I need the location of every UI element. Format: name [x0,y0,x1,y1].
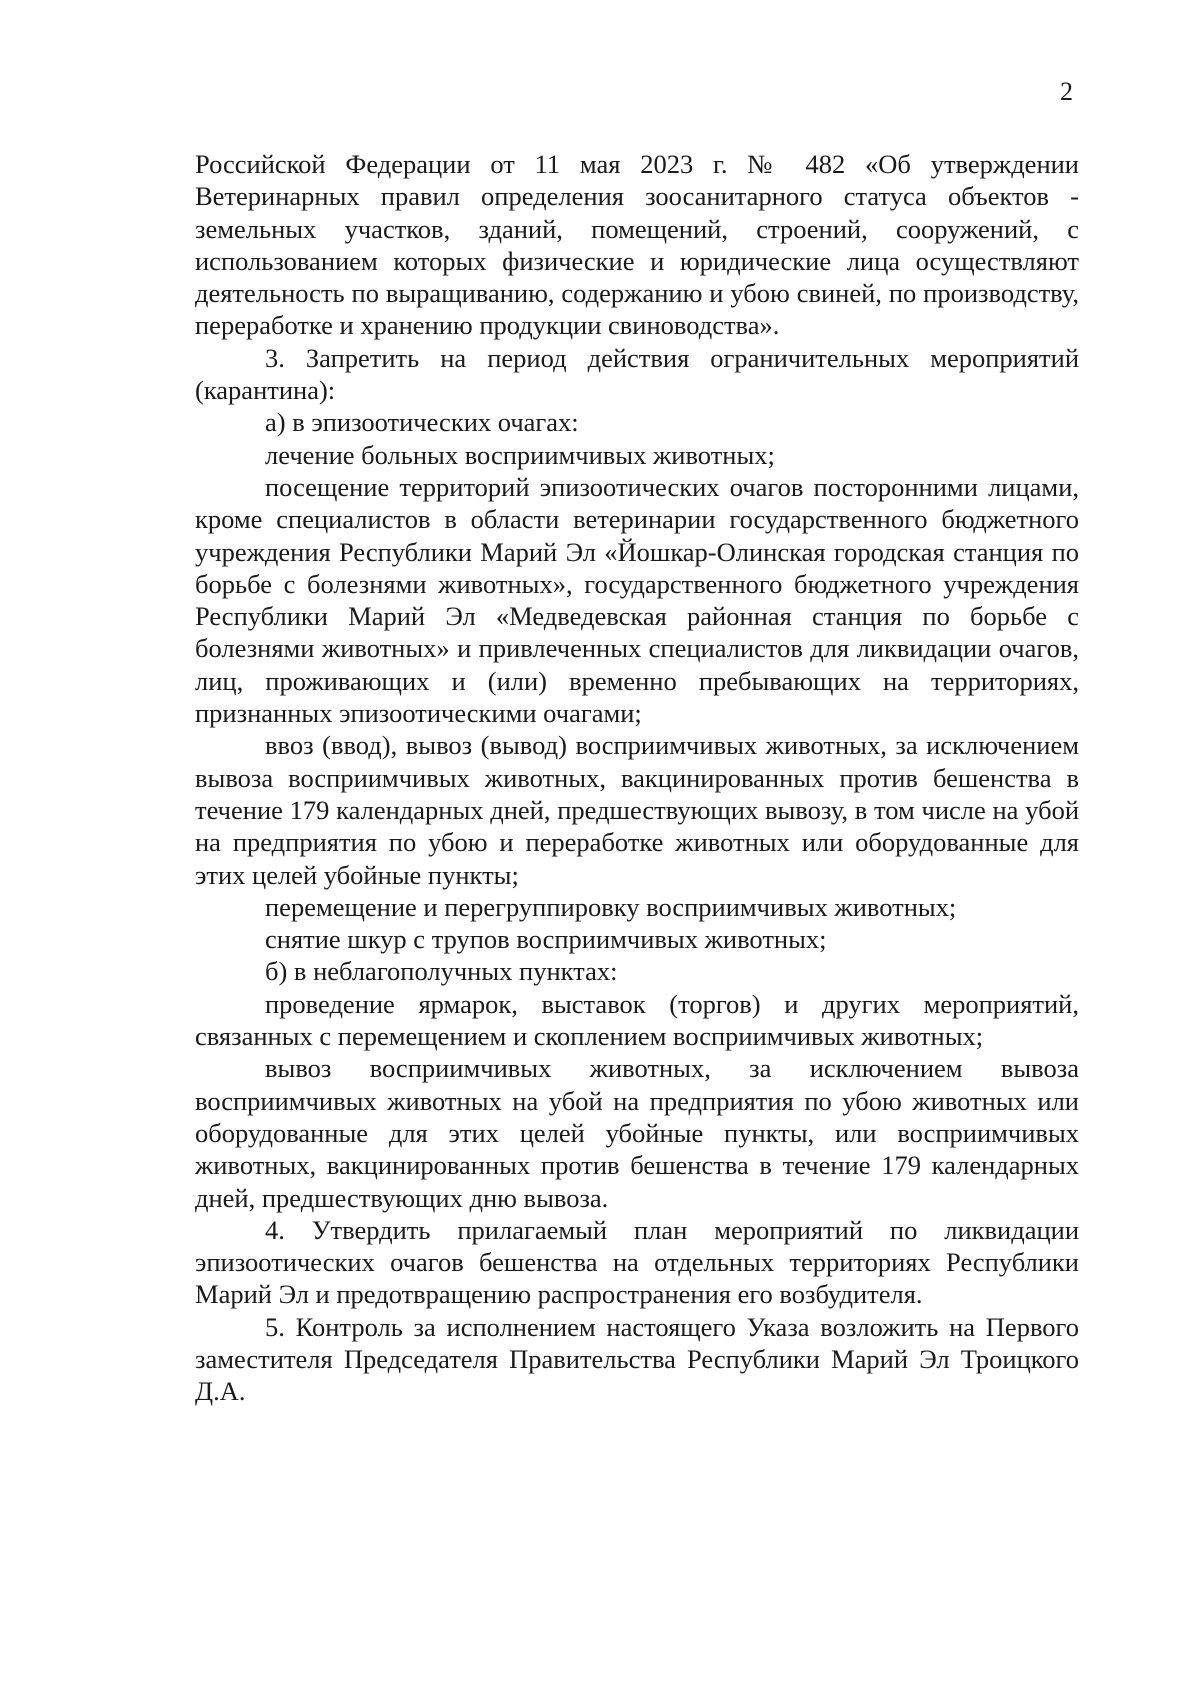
paragraph-continuation: Российской Федерации от 11 мая 2023 г. № 482 «Об утверждении Ветеринарных правил определения зоосанитарного статуса объектов - земельных участков, зданий, помещений, строений, сооружений, с использованием которых физические и юридические лица осуществляют деятельность по выращиванию, содержанию и убою свиней, по производству, переработке и хранению продукции свиноводства». [195,149,1079,341]
paragraph-visit-ban: посещение территорий эпизоотических очагов посторонними лицами, кроме специалистов в области ветеринарии государственного бюджетного учреждения Республики Марий Эл «Йошкар-Олинская городская станция по борьбе с болезнями животных», государственного бюджетного учреждения Республики Марий Эл «Медведевская районная станция по борьбе с болезнями животных» и привлеченных специалистов для ликвидации очагов, лиц, проживающих и (или) временно пребывающих на территориях, признанных эпизоотическими очагами; [195,471,1079,729]
page-number: 2 [1060,77,1073,106]
paragraph-export-ban: вывоз восприимчивых животных, за исключением вывоза восприимчивых животных на убой на предприятия по убою животных или оборудованные для этих целей убойные пункты, или восприимчивых животных, вакцинированных против бешенства в течение 179 календарных дней, предшествующих дню вывоза. [195,1053,1079,1213]
paragraph-item-4: 4. Утвердить прилагаемый план мероприятий по ликвидации эпизоотических очагов бешенства на отдельных территориях Республики Марий Эл и предотвращению распространения его возбудителя. [195,1214,1079,1310]
paragraph-import-export-ban: ввоз (ввод), вывоз (вывод) восприимчивых животных, за исключением вывоза восприимчивых животных, вакцинированных против бешенства в течение 179 календарных дней, предшествующих вывозу, в том числе на убой на предприятия по убою и переработке животных или оборудованные для этих целей убойные пункты; [195,730,1079,890]
paragraph-skinning-ban: снятие шкур с трупов восприимчивых животных; [265,924,827,955]
paragraph-subitem-a: а) в эпизоотических очагах: [265,407,579,438]
paragraph-treatment-ban: лечение больных восприимчивых животных; [265,439,775,470]
paragraph-regrouping-ban: перемещение и перегруппировку восприимчивых животных; [265,891,957,922]
paragraph-subitem-b: б) в неблагополучных пунктах: [265,956,618,987]
paragraph-item-3: 3. Запретить на период действия ограничительных мероприятий (карантина): [195,342,1079,406]
document-body [195,148,1079,1408]
paragraph-item-5: 5. Контроль за исполнением настоящего Указа возложить на Первого заместителя Председателя Правительства Республики Марий Эл Троицкого Д.А. [195,1311,1079,1407]
paragraph-fairs-ban: проведение ярмарок, выставок (торгов) и других мероприятий, связанных с перемещением и скоплением восприимчивых животных; [195,988,1079,1052]
